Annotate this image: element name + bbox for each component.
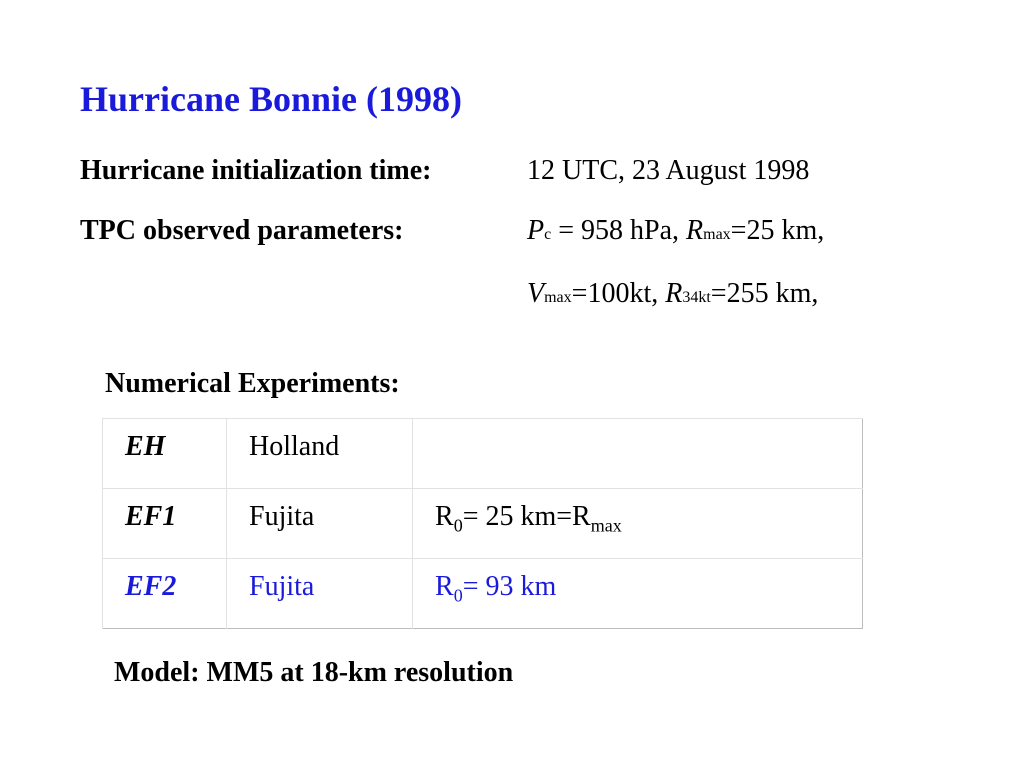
rmax-subscript: max — [703, 226, 731, 243]
param-tail-subscript: max — [590, 515, 622, 536]
param-subscript: 0 — [453, 585, 463, 606]
param-value: = 25 km=R — [462, 501, 591, 532]
pc-symbol: P — [527, 215, 545, 246]
experiments-table — [102, 418, 863, 629]
init-time-label: Hurricane initialization time: — [80, 155, 432, 186]
rmax-value: =25 km, — [730, 215, 825, 246]
table-row — [103, 559, 863, 629]
experiment-name: EF2 — [103, 559, 227, 629]
tpc-params-label: TPC observed parameters: — [80, 215, 404, 246]
tpc-params-line-1 — [527, 215, 824, 247]
vmax-value: =100kt, — [571, 278, 666, 309]
table-row — [103, 419, 863, 489]
init-time-value: 12 UTC, 23 August 1998 — [527, 155, 810, 186]
vmax-subscript: max — [544, 289, 572, 306]
r34-value: =255 km, — [710, 278, 819, 309]
experiment-model: Fujita — [227, 489, 413, 559]
page-title: Hurricane Bonnie (1998) — [80, 79, 462, 119]
experiment-model: Holland — [227, 419, 413, 489]
r34-subscript: 34kt — [682, 289, 711, 306]
tpc-params-line-2 — [527, 278, 818, 310]
param-value: = 93 km — [462, 571, 557, 602]
param-symbol: R — [435, 501, 454, 532]
rmax-symbol: R — [686, 215, 704, 246]
vmax-symbol: V — [527, 278, 545, 309]
experiment-params — [413, 489, 863, 559]
model-footer: Model: MM5 at 18-km resolution — [114, 657, 514, 688]
experiment-name: EH — [103, 419, 227, 489]
pc-subscript: c — [544, 226, 552, 243]
r34-symbol: R — [665, 278, 683, 309]
experiment-params — [413, 419, 863, 489]
table-row — [103, 489, 863, 559]
pc-value: = 958 hPa, — [551, 215, 687, 246]
experiment-model: Fujita — [227, 559, 413, 629]
experiment-name: EF1 — [103, 489, 227, 559]
param-subscript: 0 — [453, 515, 463, 536]
param-symbol: R — [435, 571, 454, 602]
experiments-heading: Numerical Experiments: — [105, 368, 400, 399]
experiment-params — [413, 559, 863, 629]
